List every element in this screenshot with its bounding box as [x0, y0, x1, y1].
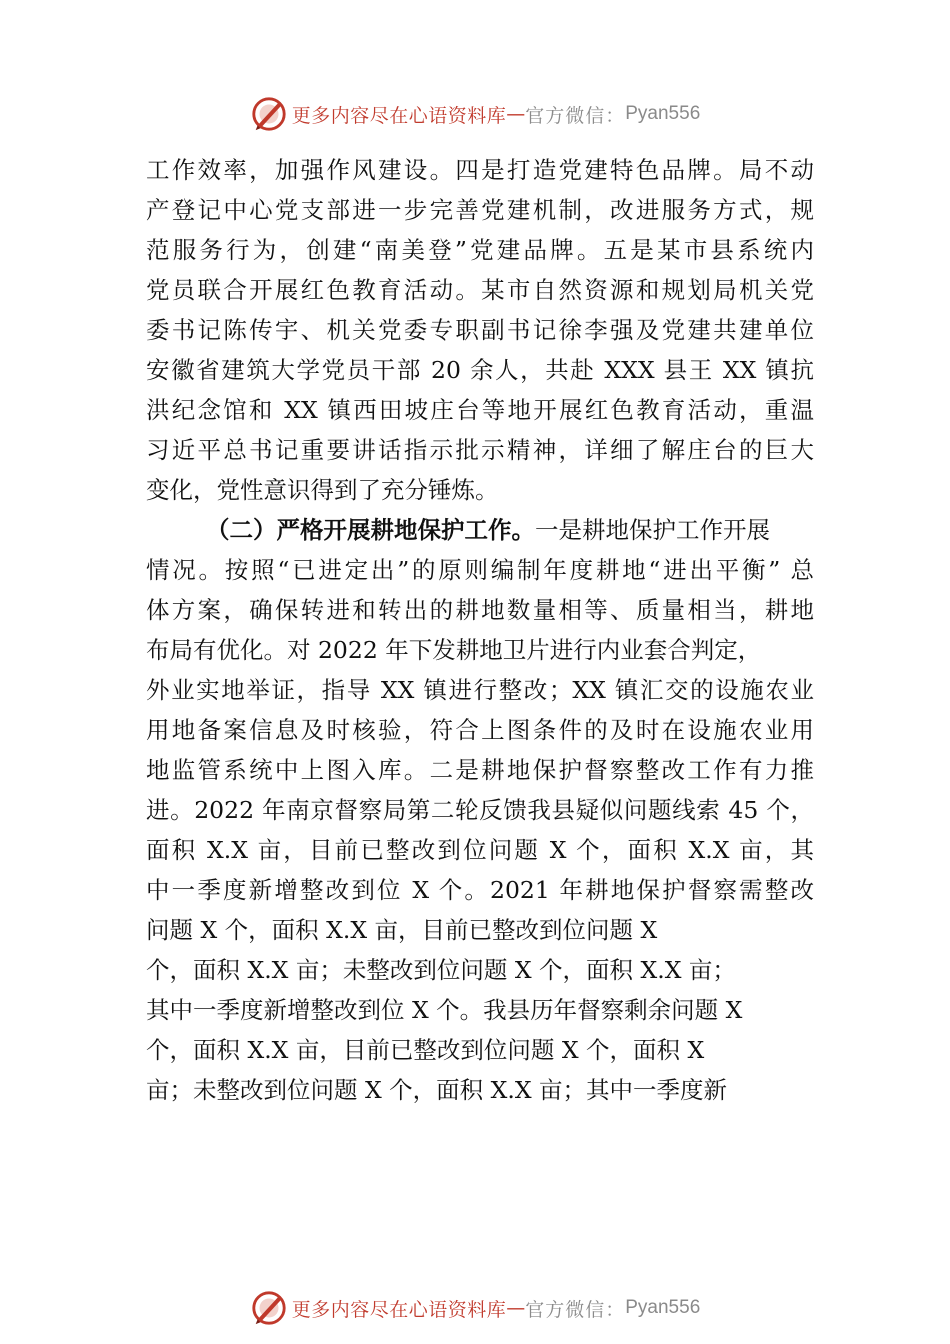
text-line: 党员联合开展红色教育活动。某市自然资源和规划局机关党 — [146, 276, 814, 304]
section-heading-line — [146, 510, 814, 550]
document-body — [146, 150, 814, 1110]
banner-separator: — — [506, 103, 526, 125]
text-line: 中一季度新增整改到位 X 个。2021 年耕地保护督察需整改 — [146, 876, 814, 904]
header-banner — [0, 94, 950, 134]
text-line: 进。2022 年南京督察局第二轮反馈我县疑似问题线索 45 个， — [146, 796, 814, 824]
banner-wechat-id: Pyan556 — [625, 103, 701, 124]
paragraph-2 — [146, 510, 814, 1110]
text-line: 工作效率，加强作风建设。四是打造党建特色品牌。局不动 — [146, 156, 814, 184]
text-line: 其中一季度新增整改到位 X 个。我县历年督察剩余问题 X — [146, 996, 743, 1024]
section-heading: （二）严格开展耕地保护工作。 — [206, 516, 535, 544]
banner-wechat-label: 官方微信： — [525, 104, 626, 127]
text-line: 情况。按照“已进定出”的原则编制年度耕地“进出平衡” 总 — [146, 556, 814, 584]
text-line: 面积 X.X 亩，目前已整改到位问题 X 个，面积 X.X 亩，其 — [146, 836, 814, 864]
banner-wechat-label: 官方微信： — [525, 1298, 626, 1321]
text-line: 变化，党性意识得到了充分锤炼。 — [146, 476, 499, 504]
text-line: 体方案，确保转进和转出的耕地数量相等、质量相当，耕地 — [146, 596, 814, 624]
text-line: 安徽省建筑大学党员干部 20 余人，共赴 XXX 县王 XX 镇抗 — [146, 356, 814, 384]
text-line: 委书记陈传宇、机关党委专职副书记徐李强及党建共建单位 — [146, 316, 814, 344]
text-line: 问题 X 个，面积 X.X 亩，目前已整改到位问题 X — [146, 916, 658, 944]
banner-separator: — — [506, 1297, 526, 1319]
text-line: 布局有优化。对 2022 年下发耕地卫片进行内业套合判定， — [146, 636, 762, 664]
text-line: 亩；未整改到位问题 X 个，面积 X.X 亩；其中一季度新 — [146, 1076, 728, 1104]
text-line: 地监管系统中上图入库。二是耕地保护督察整改工作有力推 — [146, 756, 814, 784]
text-line: 个，面积 X.X 亩，目前已整改到位问题 X 个，面积 X — [146, 1036, 705, 1064]
text-line: 习近平总书记重要讲话指示批示精神，详细了解庄台的巨大 — [146, 436, 814, 464]
text-line: 产登记中心党支部进一步完善党建机制，改进服务方式，规 — [146, 196, 814, 224]
text-line: 个，面积 X.X 亩；未整改到位问题 X 个，面积 X.X 亩； — [146, 956, 736, 984]
text-line: 洪纪念馆和 XX 镇西田坡庄台等地开展红色教育活动，重温 — [146, 396, 814, 424]
pen-seal-icon — [250, 1289, 288, 1327]
text-line: 用地备案信息及时核验，符合上图条件的及时在设施农业用 — [146, 716, 814, 744]
heading-line-rest: 一是耕地保护工作开展 — [535, 516, 770, 544]
paragraph-1 — [146, 150, 814, 510]
banner-wechat-id: Pyan556 — [625, 1297, 701, 1318]
footer-banner — [0, 1288, 950, 1328]
banner-title: 更多内容尽在心语资料库 — [291, 1298, 507, 1321]
pen-seal-icon — [250, 95, 288, 133]
text-line: 范服务行为，创建“南美登”党建品牌。五是某市县系统内 — [146, 236, 814, 264]
text-line: 外业实地举证，指导 XX 镇进行整改；XX 镇汇交的设施农业 — [146, 676, 814, 704]
banner-title: 更多内容尽在心语资料库 — [291, 104, 507, 127]
